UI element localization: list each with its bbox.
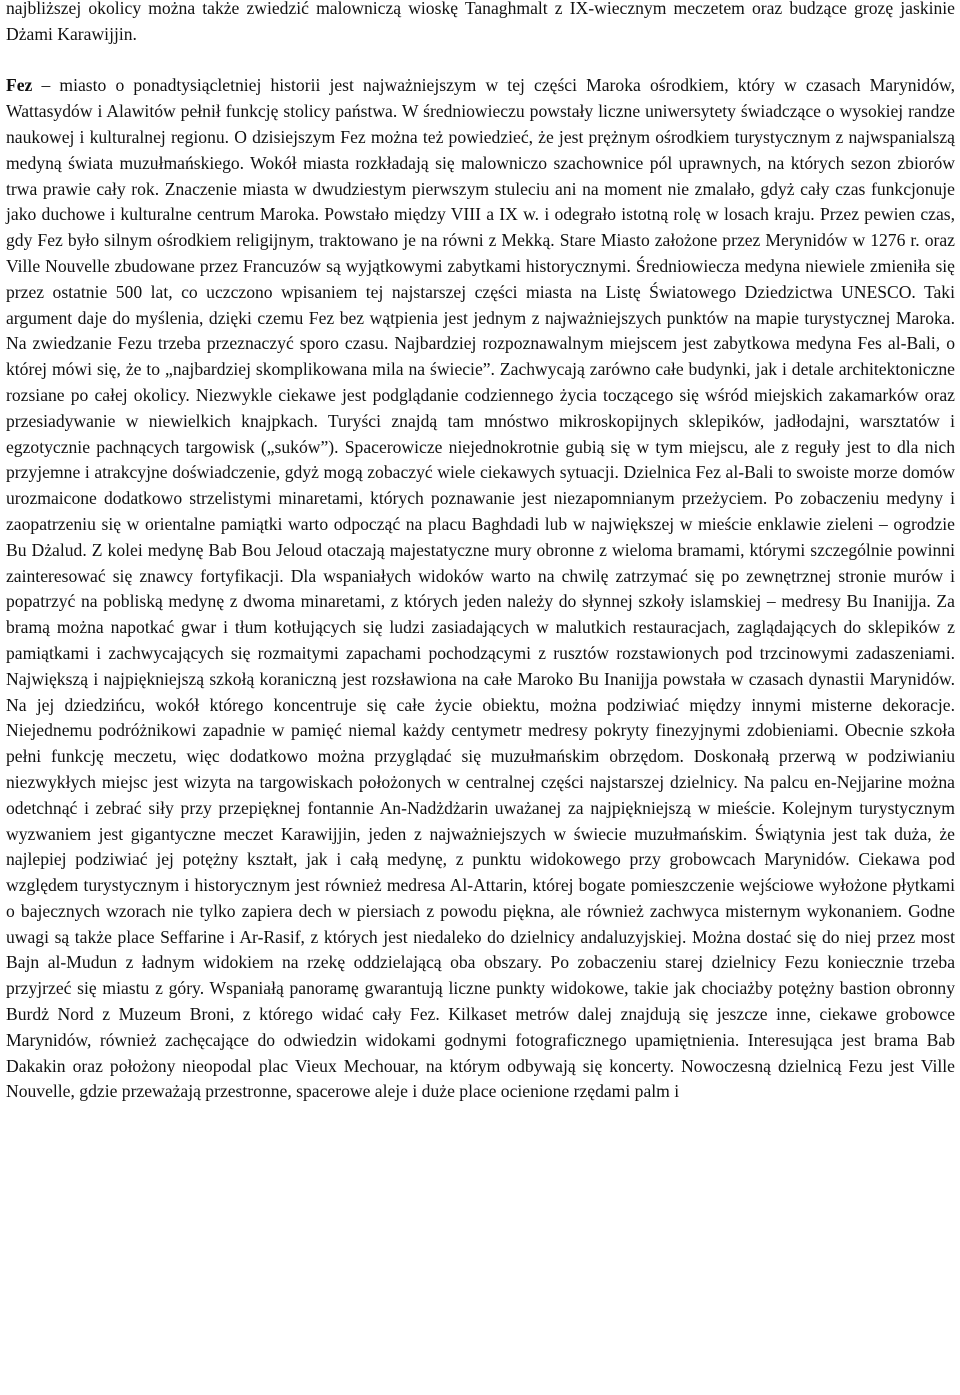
paragraph-lead-term: Fez bbox=[6, 75, 33, 96]
paragraph-spacer bbox=[6, 48, 955, 74]
paragraph-tanaghmalt: najbliższej okolicy można także zwiedzić malowniczą wioskę Tanaghmalt z IX-wiecznym meczetem oraz budzące grozę jaskinie Dżami Karawijjin. bbox=[6, 0, 955, 44]
paragraph-fez bbox=[6, 73, 955, 1105]
document-page bbox=[6, 0, 955, 1105]
paragraph-fez-body: – miasto o ponadtysiącletniej historii jest najważniejszym w tej części Maroka ośrodkiem, który w czasach Marynidów, Wattasydów i Alawitów pełnił funkcję stolicy państwa. W średniowieczu powstały liczne uniwersytety świadczące o wysokiej randze naukowej i kulturalnej regionu. O dzisiejszym Fez można też powiedzieć, że jest prężnym ośrodkiem turystycznym z najwspanialszą medyną świata muzułmańskiego. Wokół miasta rozkładają się malowniczo szachownice pól uprawnych, na których sezon zbiorów trwa prawie cały rok. Znaczenie miasta w dwudziestym pierwszym stuleciu ani na moment nie zmalało, gdyż cały czas funkcjonuje jako duchowe i kulturalne centrum Maroka. Powstało między VIII a IX w. i odegrało istotną rolę w losach kraju. Przez pewien czas, gdy Fez było silnym ośrodkiem religijnym, traktowano je na równi z Mekką. Stare Miasto założone przez Merynidów w 1276 r. oraz Ville Nouvelle zbudowane przez Francuzów są wyjątkowymi zabytkami historycznymi. Średniowiecza medyna niewiele zmieniła się przez ostatnie 500 lat, co uczczono wpisaniem tej najstarszej części miasta na Listę Światowego Dziedzictwa UNESCO. Taki argument daje do myślenia, dzięki czemu Fez bez wątpienia jest jednym z najważniejszych punktów na mapie turystycznej Maroka. Na zwiedzanie Fezu trzeba przeznaczyć sporo czasu. Najbardziej rozpoznawalnym miejscem jest zabytkowa medyna Fes al-Bali, o której mówi się, że to „najbardziej skomplikowana mila na świecie”. Zachwycają zarówno całe budynki, jak i detale architektoniczne rozsiane po całej okolicy. Niezwykle ciekawe jest podglądanie codziennego życia toczącego się wśród miejskich zakamarków oraz przesiadywanie w niewielkich knajpkach. Turyści znajdą tam mnóstwo mikroskopijnych sklepików, jadłodajni, warsztatów i egzotycznie pachnących targowisk („suków”). Spacerowicze niejednokrotnie gubią się w tym miejscu, ale z reguły jest to dla nich przyjemne i atrakcyjne doświadczenie, gdyż mogą zobaczyć wiele ciekawych sytuacji. Dzielnica Fez al-Bali to swoiste morze domów urozmaicone dodatkowo strzelistymi minaretami, których poznawanie jest niezapomnianym przeżyciem. Po zobaczeniu medyny i zaopatrzeniu się w orientalne pamiątki warto odpocząć na placu Baghdadi lub w największej w mieście enklawie zieleni – ogrodzie Bu Dżalud. Z kolei medynę Bab Bou Jeloud otaczają majestatyczne mury obronne z wieloma bramami, którymi szczególnie powinni zainteresować się znawcy fortyfikacji. Dla wspaniałych widoków warto na chwilę zatrzymać się po zewnętrznej stronie murów i popatrzyć na pobliską medynę z dwoma minaretami, z których jeden należy do słynnej szkoły islamskiej – medresy Bu Inanijja. Za bramą można napotkać gwar i tłum kotłujących się ludzi zasiadających w malutkich restauracjach, zaglądających do sklepików z pamiątkami i zachwycających się rozmaitymi zapachami pochodzącymi z rusztów rozstawionych pod trzcinowymi zadaszeniami. Największą i najpiękniejszą szkołą koraniczną jest rozsławiona na całe Maroko Bu Inanijja powstała w czasach dynastii Marynidów. Na jej dziedzińcu, wokół którego koncentruje się całe życie obiektu, można podziwiać między innymi misterne dekoracje. Niejednemu podróżnikowi zapadnie w pamięć niemal każdy centymetr medresy pokryty finezyjnymi zdobieniami. Obecnie szkoła pełni funkcję meczetu, więc dodatkowo można przyglądać się muzułmańskim obrzędom. Doskonałą przerwą w podziwianiu niezwykłych miejsc jest wizyta na targowiskach położonych w centralnej części najstarszej dzielnicy. Na palcu en-Nejjarine można odetchnąć i zebrać siły przy przepięknej fontannie An-Nadżdżarin uważanej za najpiękniejszą w mieście. Kolejnym turystycznym wyzwaniem jest gigantyczne meczet Karawijjin, jeden z najważniejszych w świecie muzułmańskim. Świątynia jest tak duża, że najlepiej podziwiać jej potężny kształt, jak i całą medynę, z punktu widokowego przy grobowcach Marynidów. Ciekawa pod względem turystycznym i historycznym jest również medresa Al-Attarin, której bogate pomieszczenie wejściowe wyłożone płytkami o bajecznych wzorach nie tylko zapiera dech w piersiach z powodu piękna, ale również zachwyca misternym wykonaniem. Godne uwagi są także place Seffarine i Ar-Rasif, z których jest niedaleko do dzielnicy andaluzyjskiej. Można dostać się do niej przez most Bajn al-Mudun z ładnym widokiem na rzekę oddzielającą oba obszary. Po zobaczeniu starej dzielnicy Fezu koniecznie trzeba przyjrzeć się miastu z góry. Wspaniałą panoramę gwarantują liczne punkty widokowe, takie jak chociażby potężny bastion obronny Burdż Nord z Muzeum Broni, z którego widać cały Fez. Kilkaset metrów dalej znajdują się jeszcze inne, ciekawe grobowce Marynidów, również zachęcające do odwiedzin widokami godnymi fotograficznego upamiętnienia. Interesująca jest brama Bab Dakakin oraz położony nieopodal plac Vieux Mechouar, na którym odbywają się koncerty. Nowoczesną dzielnicą Fezu jest Ville Nouvelle, gdzie przeważają przestronne, spacerowe aleje i duże place ocienione rzędami palm i bbox=[6, 75, 955, 1102]
